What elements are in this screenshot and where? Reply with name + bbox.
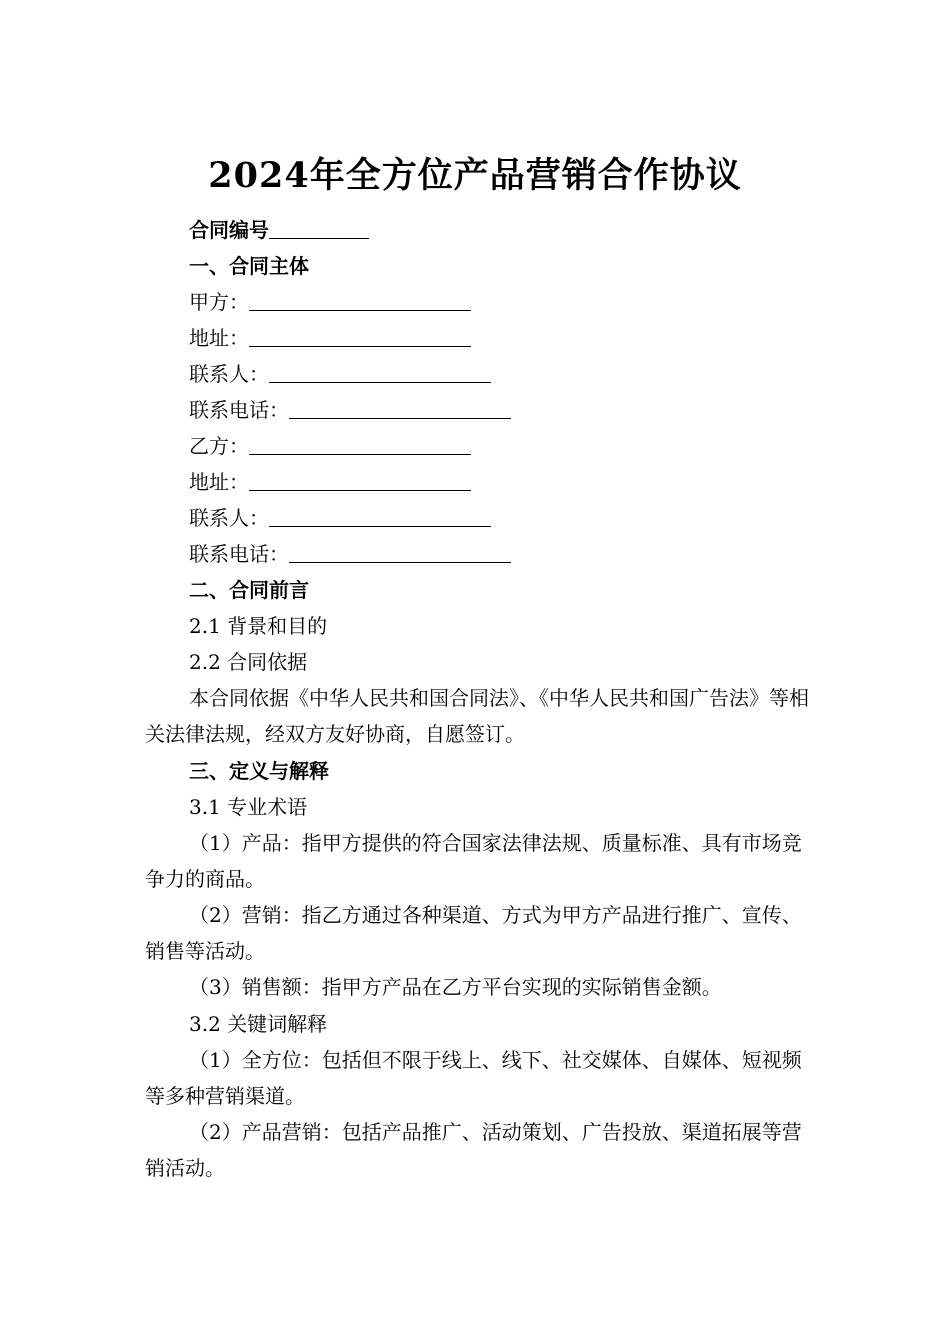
- section2-item2: 2.2 合同依据: [189, 650, 308, 674]
- party-b-contact-label: 联系人：: [189, 506, 269, 530]
- document-title: 2024年全方位产品营销合作协议: [208, 155, 742, 196]
- keyword-product-marketing: [145, 1114, 810, 1186]
- keyword-product-marketing-text: （2）产品营销：包括产品推广、活动策划、广告投放、渠道拓展等营销活动。: [145, 1120, 802, 1180]
- term-sales-text: （3）销售额：指甲方产品在乙方平台实现的实际销售金额。: [189, 975, 722, 999]
- party-a-address-row: [189, 323, 471, 353]
- party-b-address-blank[interactable]: [249, 468, 471, 491]
- party-b-address-label: 地址：: [189, 470, 249, 494]
- term-product-text: （1）产品：指甲方提供的符合国家法律法规、质量标准、具有市场竞争力的商品。: [145, 831, 802, 891]
- party-a-contact-row: [189, 359, 491, 389]
- party-b-blank[interactable]: [249, 432, 471, 455]
- party-a-phone-label: 联系电话：: [189, 398, 289, 422]
- section1-heading: 一、合同主体: [189, 254, 309, 278]
- party-a-contact-label: 联系人：: [189, 362, 269, 386]
- section3-item1: 3.1 专业术语: [189, 795, 308, 819]
- contract-number-row: [189, 215, 369, 245]
- party-b-address-row: [189, 467, 471, 497]
- section2-heading: 二、合同前言: [189, 578, 309, 602]
- term-product: [145, 825, 810, 897]
- party-a-label: 甲方：: [189, 290, 249, 314]
- party-b-phone-row: [189, 539, 511, 569]
- term-marketing: [145, 897, 810, 969]
- party-b-contact-blank[interactable]: [269, 504, 491, 527]
- party-a-address-blank[interactable]: [249, 324, 471, 347]
- party-a-address-label: 地址：: [189, 326, 249, 350]
- section2-paragraph: [145, 680, 810, 752]
- term-sales: [145, 969, 810, 1005]
- party-a-phone-row: [189, 395, 511, 425]
- contract-number-label: 合同编号: [189, 218, 269, 242]
- party-b-row: [189, 431, 471, 461]
- keyword-omni-text: （1）全方位：包括但不限于线上、线下、社交媒体、自媒体、短视频等多种营销渠道。: [145, 1048, 802, 1108]
- section3-heading: 三、定义与解释: [189, 759, 329, 783]
- term-marketing-text: （2）营销：指乙方通过各种渠道、方式为甲方产品进行推广、宣传、销售等活动。: [145, 903, 802, 963]
- party-a-contact-blank[interactable]: [269, 360, 491, 383]
- section2-item1: 2.1 背景和目的: [189, 614, 328, 638]
- section2-paragraph-text: 本合同依据《中华人民共和国合同法》、《中华人民共和国广告法》等相关法律法规，经双方友好协商，自愿签订。: [145, 686, 809, 746]
- party-a-blank[interactable]: [249, 288, 471, 311]
- keyword-omni: [145, 1042, 810, 1114]
- party-b-label: 乙方：: [189, 434, 249, 458]
- section3-item2: 3.2 关键词解释: [189, 1012, 328, 1036]
- party-b-phone-label: 联系电话：: [189, 542, 289, 566]
- contract-number-blank[interactable]: [269, 216, 369, 239]
- party-a-phone-blank[interactable]: [289, 396, 511, 419]
- party-b-phone-blank[interactable]: [289, 540, 511, 563]
- party-b-contact-row: [189, 503, 491, 533]
- party-a-row: [189, 287, 471, 317]
